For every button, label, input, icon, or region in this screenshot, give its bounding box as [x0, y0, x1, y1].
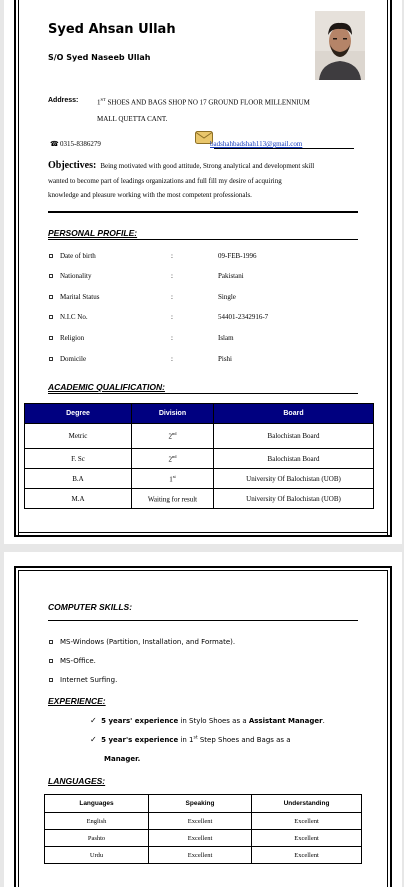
division-suffix: nd: [172, 453, 177, 459]
address-line-1: [97, 97, 310, 106]
experience-heading: EXPERIENCE:: [48, 696, 106, 706]
profile-label: Marital Status: [60, 293, 100, 301]
degree-cell: B.A: [25, 469, 132, 489]
bullet-icon: [49, 659, 53, 663]
experience-2-sup: st: [193, 735, 198, 741]
board-cell: University Of Balochistan (UOB): [214, 469, 374, 489]
skill-item: MS-Office.: [60, 657, 96, 665]
language-row: [45, 813, 362, 830]
bullet-icon: [49, 678, 53, 682]
address-text: SHOES AND BAGS SHOP NO 17 GROUND FLOOR MILLENNIUM: [105, 98, 310, 107]
experience-2-duration: 5 year's experience: [101, 736, 179, 744]
page2-border-right: [390, 566, 392, 887]
division-cell: [132, 449, 214, 469]
profile-value: 54401-2342916-7: [218, 313, 269, 321]
academic-rule: [48, 393, 358, 394]
page-border-bottom: [14, 535, 392, 537]
academic-row: [25, 469, 374, 489]
objectives-line-2: wanted to become part of leadings organizations and full fill my desire of acquiring: [48, 177, 282, 185]
page-border-bottom-inner: [18, 532, 388, 533]
bullet-icon: [49, 336, 53, 340]
experience-item-1: [90, 716, 325, 725]
objectives-divider: [48, 211, 358, 213]
profile-separator: :: [171, 293, 173, 301]
profile-label: Date of birth: [60, 252, 96, 260]
languages-heading: LANGUAGES:: [48, 776, 106, 786]
division-cell: [132, 424, 214, 449]
languages-table-header: [45, 795, 362, 813]
bullet-icon: [49, 254, 53, 258]
page2-border-left-inner: [18, 570, 19, 887]
objectives-line-1: Being motivated with good attitude, Strong analytical and development skill: [100, 162, 315, 170]
profile-label: N.I.C No.: [60, 313, 88, 321]
profile-value: Pakistani: [218, 272, 244, 280]
speaking-cell: Excellent: [149, 847, 252, 864]
page-border-left: [14, 0, 16, 536]
speaking-cell: Excellent: [149, 813, 252, 830]
profile-separator: :: [171, 272, 173, 280]
profile-separator: :: [171, 355, 173, 363]
address-label: Address:: [48, 97, 79, 104]
profile-separator: :: [171, 252, 173, 260]
profile-separator: :: [171, 334, 173, 342]
experience-1-role: Assistant Manager: [248, 717, 323, 725]
address-sup: ST: [100, 97, 106, 102]
understanding-cell: Excellent: [252, 830, 362, 847]
checkmark-icon: ✓: [90, 716, 97, 725]
bullet-icon: [49, 274, 53, 278]
academic-table: [24, 403, 374, 509]
resume-page-2: [4, 552, 402, 887]
page-border-right: [390, 0, 392, 536]
experience-1-duration: 5 years' experience: [101, 717, 179, 725]
profile-label: Religion: [60, 334, 85, 342]
profile-value: Pishi: [218, 355, 233, 363]
address-number: 1: [97, 98, 101, 107]
board-cell: Balochistan Board: [214, 424, 374, 449]
degree-cell: Metric: [25, 424, 132, 449]
profile-photo: [315, 11, 365, 80]
address-line-2: MALL QUETTA CANT.: [97, 115, 168, 123]
academic-row: [25, 424, 374, 449]
objectives-label: Objectives:: [48, 160, 97, 171]
language-row: [45, 830, 362, 847]
col-degree: Degree: [25, 404, 132, 424]
experience-2-role: Manager.: [104, 755, 141, 763]
candidate-name: Syed Ahsan Ullah: [48, 22, 176, 37]
degree-cell: M.A: [25, 489, 132, 509]
experience-2-text-a: in 1: [178, 736, 194, 744]
experience-1-end: .: [322, 717, 325, 725]
division-cell: [132, 469, 214, 489]
page2-border-top-inner: [18, 570, 388, 571]
understanding-cell: Excellent: [252, 847, 362, 864]
experience-item-2: [90, 735, 291, 744]
computer-skills-rule: [48, 620, 358, 621]
profile-separator: :: [171, 313, 173, 321]
skill-item: Internet Surfing.: [60, 676, 118, 684]
objectives-section: [48, 157, 368, 173]
father-name: S/O Syed Naseeb Ullah: [48, 53, 151, 62]
board-cell: Balochistan Board: [214, 449, 374, 469]
email-link[interactable]: badshahbadshah113@gmail.com: [210, 140, 303, 148]
page2-border-left: [14, 566, 16, 887]
profile-label: Nationality: [60, 272, 92, 280]
academic-heading: ACADEMIC QUALIFICATION:: [48, 382, 165, 392]
col-understanding: Understanding: [252, 795, 362, 813]
profile-value: 09-FEB-1996: [218, 252, 257, 260]
language-cell: Urdu: [45, 847, 149, 864]
col-languages: Languages: [45, 795, 149, 813]
language-row: [45, 847, 362, 864]
computer-skills-heading: COMPUTER SKILLS:: [48, 602, 133, 612]
objectives-line-3: knowledge and pleasure working with the most competent professionals.: [48, 191, 252, 199]
checkmark-icon: ✓: [90, 735, 97, 744]
col-speaking: Speaking: [149, 795, 252, 813]
phone-icon: ☎: [50, 140, 59, 148]
personal-profile-heading: PERSONAL PROFILE:: [48, 228, 138, 238]
phone-number: 0315-8386279: [60, 140, 101, 148]
experience-2-text-b: Step Shoes and Bags as a: [197, 736, 291, 744]
profile-value: Single: [218, 293, 236, 301]
profile-value: Islam: [218, 334, 234, 342]
bullet-icon: [49, 315, 53, 319]
skill-item: MS-Windows (Partition, Installation, and Formate).: [60, 638, 236, 646]
experience-1-text: in Stylo Shoes as a: [178, 717, 249, 725]
bullet-icon: [49, 357, 53, 361]
division-value: 1: [169, 475, 173, 484]
bullet-icon: [49, 295, 53, 299]
division-suffix: nd: [172, 431, 177, 437]
page-border-left-inner: [18, 0, 19, 536]
division-value: Waiting for result: [147, 495, 198, 504]
language-cell: English: [45, 813, 149, 830]
bullet-icon: [49, 640, 53, 644]
page2-border-top: [14, 566, 392, 568]
col-board: Board: [214, 404, 374, 424]
speaking-cell: Excellent: [149, 830, 252, 847]
division-suffix: st: [172, 473, 176, 479]
page2-border-right-inner: [387, 570, 388, 887]
division-value: 2: [168, 432, 172, 441]
profile-label: Domicile: [60, 355, 87, 363]
col-division: Division: [132, 404, 214, 424]
languages-table: [44, 794, 362, 864]
header-rule: [214, 148, 354, 149]
division-value: 2: [168, 455, 172, 464]
academic-table-header: [25, 404, 374, 424]
resume-page-1: [4, 0, 402, 544]
academic-row: [25, 489, 374, 509]
division-cell: [132, 489, 214, 509]
board-cell: University Of Balochistan (UOB): [214, 489, 374, 509]
academic-row: [25, 449, 374, 469]
personal-profile-rule: [48, 239, 358, 240]
understanding-cell: Excellent: [252, 813, 362, 830]
language-cell: Pashto: [45, 830, 149, 847]
degree-cell: F. Sc: [25, 449, 132, 469]
page-border-right-inner: [387, 0, 388, 536]
